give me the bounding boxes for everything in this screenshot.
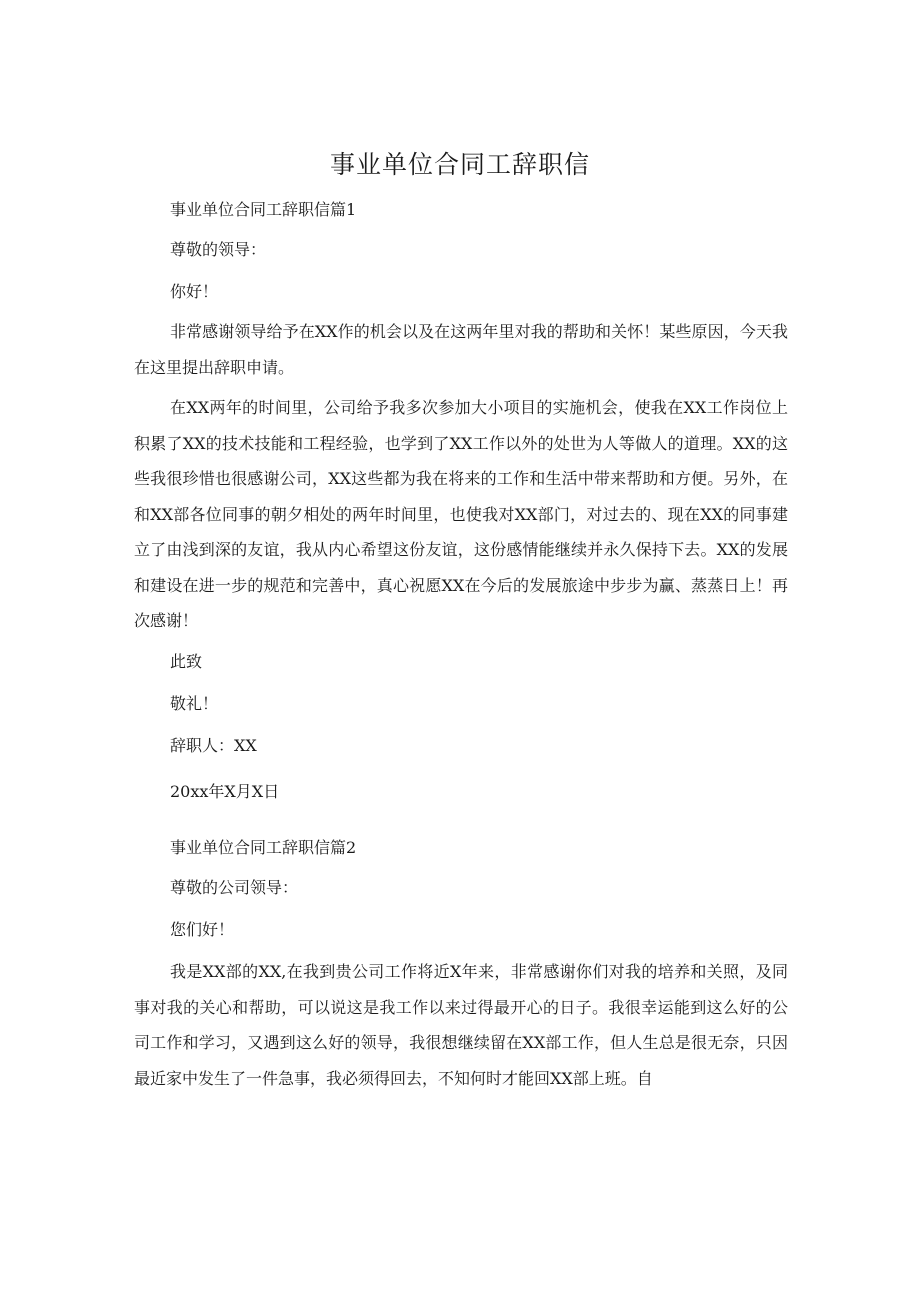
- letter1-salutation: 尊敬的领导：: [170, 240, 267, 259]
- letter1-closing-1: 此致: [170, 652, 203, 671]
- letter1-greeting: 你好！: [170, 282, 219, 301]
- letter1-closing-2: 敬礼！: [170, 694, 219, 713]
- letter1-paragraph-1: 非常感谢领导给予在XX作的机会以及在这两年里对我的帮助和关怀！某些原因，今天我在这里提出辞职申请。: [134, 322, 788, 377]
- letter2-heading: 事业单位合同工辞职信篇2: [170, 838, 357, 857]
- letter2-paragraph-1: 我是XX部的XX,在我到贵公司工作将近X年来，非常感谢你们对我的培养和关照，及同事对我的关心和帮助，可以说这是我工作以来过得最开心的日子。我很幸运能到这么好的公司工作和学习，又遇到这么好的领导，我很想继续留在XX部工作，但人生总是很无奈，只因最近家中发生了一件急事，我必须得回去，不知何时才能回XX部上班。自: [134, 962, 788, 1088]
- letter1-heading: 事业单位合同工辞职信篇1: [170, 200, 357, 219]
- letter1-signer: 辞职人：XX: [170, 736, 257, 755]
- letter2-greeting: 您们好！: [170, 920, 235, 939]
- letter1-paragraph-2: 在XX两年的时间里，公司给予我多次参加大小项目的实施机会，使我在XX工作岗位上积累了XX的技术技能和工程经验，也学到了XX工作以外的处世为人等做人的道理。XX的这些我很珍惜也很感谢公司，XX这些都为我在将来的工作和生活中带来帮助和方便。另外，在和XX部各位同事的朝夕相处的两年时间里，也使我对XX部门，对过去的、现在XX的同事建立了由浅到深的友谊，我从内心希望这份友谊，这份感情能继续并永久保持下去。XX的发展和建设在进一步的规范和完善中，真心祝愿XX在今后的发展旅途中步步为赢、蒸蒸日上！再次感谢！: [134, 398, 788, 630]
- letter2-salutation: 尊敬的公司领导：: [170, 878, 299, 897]
- document-title: 事业单位合同工辞职信: [329, 150, 590, 179]
- letter1-date: 20xx年X月X日: [170, 782, 280, 801]
